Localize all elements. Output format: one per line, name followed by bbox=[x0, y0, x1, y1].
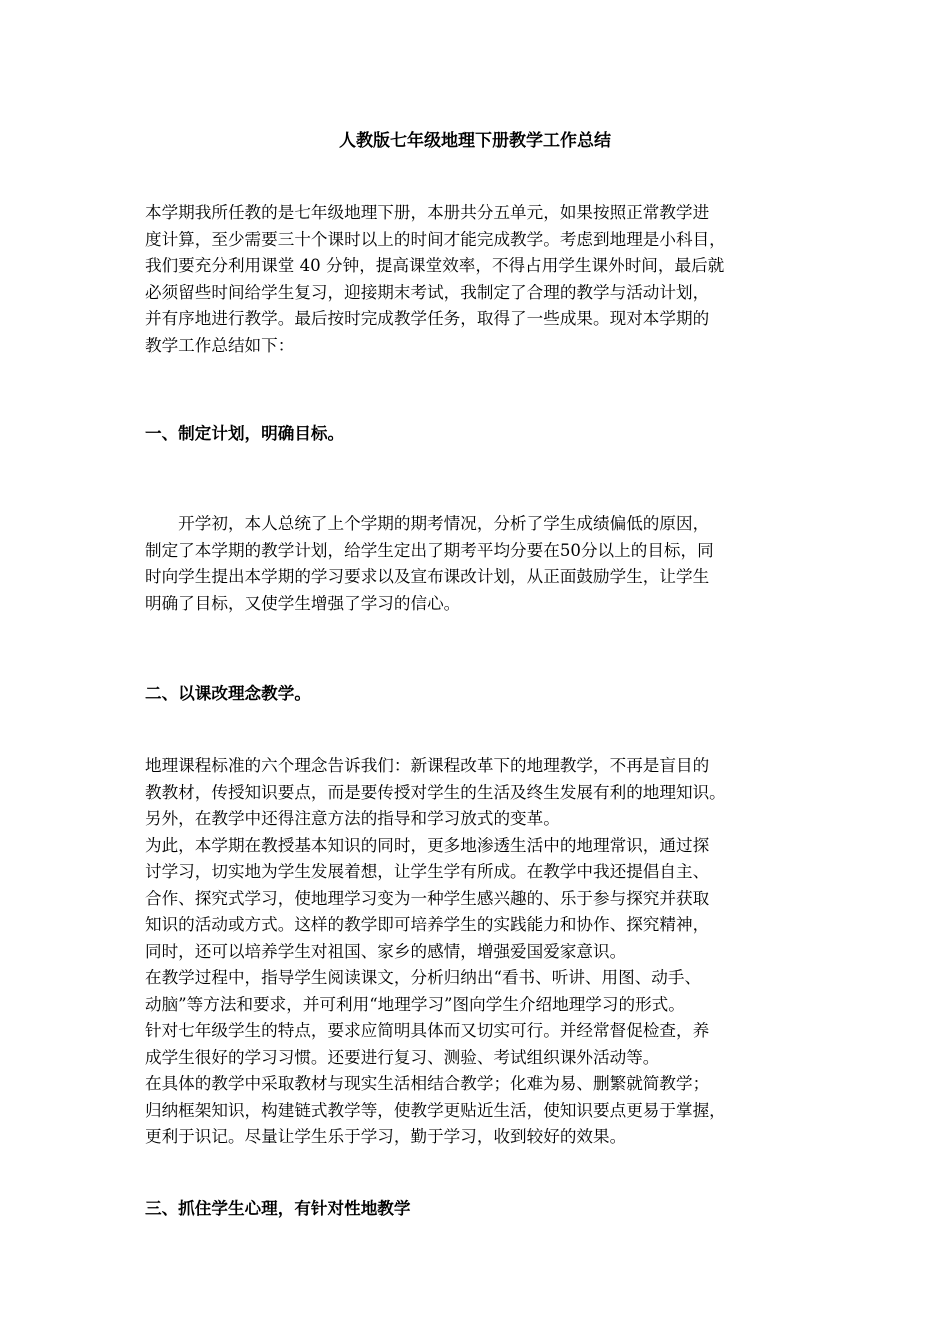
text-line: 制定了本学期的教学计划，给学生定出了期考平均分要在50分以上的目标，同 bbox=[145, 540, 714, 560]
text-line: 成学生很好的学习习惯。还要进行复习、测验、考试组织课外活动等。 bbox=[145, 1047, 660, 1067]
text-line: 归纳框架知识，构建链式教学等，使教学更贴近生活，使知识要点更易于掌握， bbox=[145, 1100, 726, 1120]
section-2-paragraph bbox=[145, 753, 809, 1151]
text-line: 教教材，传授知识要点，而是要传授对学生的生活及终生发展有利的地理知识。 bbox=[145, 782, 726, 802]
section-heading-3: 三、抓住学生心理，有针对性地教学 bbox=[145, 1198, 411, 1218]
text-line: 另外，在教学中还得注意方法的指导和学习放式的变革。 bbox=[145, 809, 560, 828]
text-line: 更利于识记。尽量让学生乐于学习，勤于学习，收到较好的效果。 bbox=[145, 1127, 627, 1146]
text-line: 我们要充分利用课堂 40 分钟，提高课堂效率，不得占用学生课外时间，最后就 bbox=[145, 256, 725, 275]
text-line: 为此，本学期在教授基本知识的同时，更多地渗透生活中的地理常识，通过探 bbox=[145, 835, 710, 855]
text-line: 讨学习，切实地为学生发展着想，让学生学有所成。在教学中我还提倡自主、 bbox=[145, 862, 710, 881]
section-heading-2: 二、以课改理念教学。 bbox=[145, 683, 311, 703]
text-line: 动脑”等方法和要求，并可利用“地理学习”图向学生介绍地理学习的形式。 bbox=[145, 994, 685, 1014]
text-line: 同时，还可以培养学生对祖国、家乡的感情，增强爱国爱家意识。 bbox=[145, 941, 627, 961]
document-title: 人教版七年级地理下册教学工作总结 bbox=[339, 131, 611, 151]
text-line: 针对七年级学生的特点，要求应简明具体而又切实可行。并经常督促检查，养 bbox=[145, 1021, 710, 1040]
text-line: 在具体的教学中采取教材与现实生活相结合教学；化难为易、删繁就简教学； bbox=[145, 1074, 710, 1093]
text-line: 知识的活动或方式。这样的教学即可培养学生的实践能力和协作、探究精神， bbox=[145, 915, 710, 934]
text-line: 在教学过程中，指导学生阅读课文，分析归纳出“看书、听讲、用图、动手、 bbox=[145, 968, 702, 987]
section-heading-1: 一、制定计划，明确目标。 bbox=[145, 423, 345, 443]
text-line: 合作、探究式学习，使地理学习变为一种学生感兴趣的、乐于参与探究并获取 bbox=[145, 888, 710, 908]
text-line: 必须留些时间给学生复习，迎接期末考试，我制定了合理的教学与活动计划， bbox=[145, 282, 710, 302]
text-line: 教学工作总结如下： bbox=[145, 335, 295, 355]
text-line: 并有序地进行教学。最后按时完成教学任务，取得了一些成果。现对本学期的 bbox=[145, 309, 710, 328]
text-line: 地理课程标准的六个理念告诉我们：新课程改革下的地理教学，不再是盲目的 bbox=[145, 756, 710, 775]
text-line: 时向学生提出本学期的学习要求以及宣布课改计划，从正面鼓励学生，让学生 bbox=[145, 567, 710, 586]
text-line: 本学期我所任教的是七年级地理下册，本册共分五单元，如果按照正常教学进 bbox=[145, 203, 710, 222]
text-line: 开学初，本人总统了上个学期的期考情况，分析了学生成绩偏低的原因， bbox=[145, 514, 710, 533]
intro-paragraph bbox=[145, 200, 809, 359]
text-line: 明确了目标，又使学生增强了学习的信心。 bbox=[145, 593, 461, 613]
text-line: 度计算，至少需要三十个课时以上的时间才能完成教学。考虑到地理是小科目， bbox=[145, 229, 726, 249]
section-1-paragraph bbox=[145, 511, 809, 617]
